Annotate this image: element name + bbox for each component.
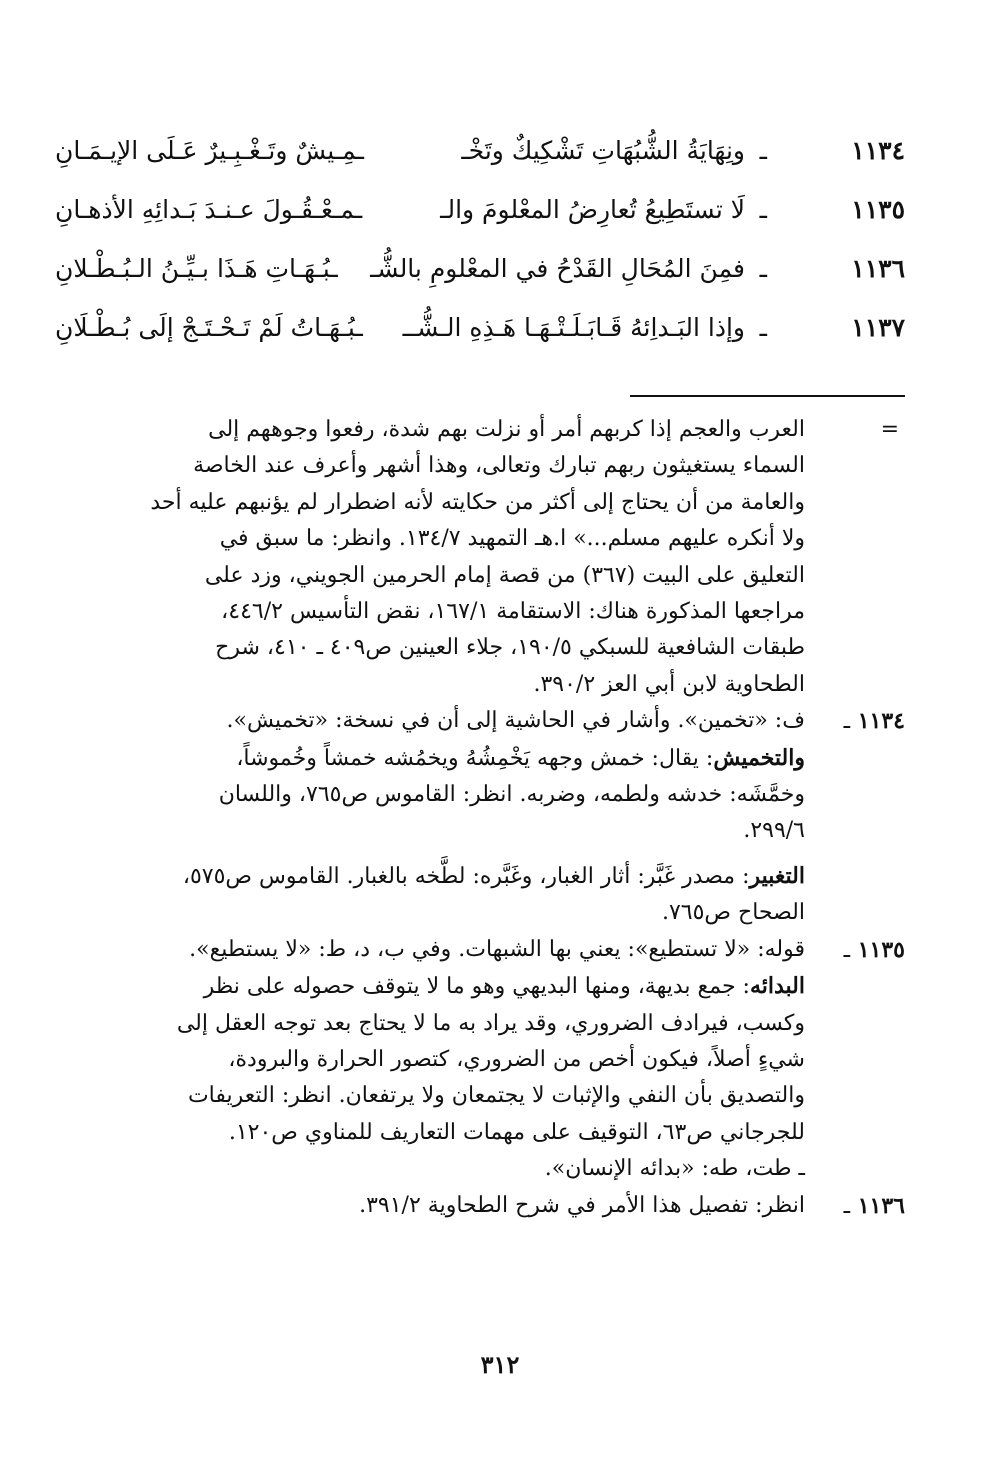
verse-1135	[55, 187, 905, 246]
footnote-separator-rule	[630, 395, 905, 397]
verse-dash: ـ	[759, 195, 767, 224]
verse-dash: ـ	[759, 313, 767, 342]
footnote-line: البدائه: جمع بديهة، ومنها البديهي وهو ما لا يتوقف حصوله على نظر	[203, 973, 805, 1000]
footnote-line: ـ طت، طه: «بدائه الإنسان».	[544, 1156, 805, 1182]
verse-dash: ـ	[759, 254, 767, 283]
verse-1134	[55, 128, 905, 187]
footnote-line: والتخميش: يقال: خمش وجهه يَخْمِشُهُ ويخمُشه خمشاً وخُموشاً،	[236, 744, 805, 771]
poem-verses	[55, 128, 905, 364]
footnote-continuation	[52, 412, 905, 703]
verse-number: ١١٣٤	[851, 136, 905, 165]
footnote-line: طبقات الشافعية للسبكي ١٩٠/٥، جلاء العينين ص٤٠٩ ـ ٤١٠، شرح	[215, 635, 805, 661]
footnote-line: وخمَّشَه: خدشه ولطمه، وضربه. انظر: القاموس ص٧٦٥، واللسان	[218, 782, 805, 808]
verse-second-hemistich: ـمـعْـقُـولَ عـنـدَ بَـدائِهِ الأذهـانِ	[55, 195, 363, 224]
footnote-line: ولا أنكره عليهم مسلم...» ا.هـ التمهيد ١٣٤/٧. وانظر: ما سبق في	[219, 526, 805, 552]
verse-number: ١١٣٦	[851, 254, 905, 283]
footnote-1134	[52, 703, 905, 931]
verse-first-hemistich: فمِنَ المُحَالِ القَدْحُ في المعْلومِ بالشُّـ	[370, 254, 745, 283]
footnote-line: مراجعها المذكورة هناك: الاستقامة ١٦٧/١، نقض التأسيس ٤٤٦/٢،	[221, 599, 805, 625]
verse-number: ١١٣٥	[851, 195, 905, 224]
page-number: ٣١٢	[480, 1350, 520, 1379]
footnote-line: العرب والعجم إذا كربهم أمر أو نزلت بهم شدة، رفعوا وجوههم إلى	[208, 417, 805, 442]
continuation-marker: =	[880, 417, 899, 442]
footnote-number: ١١٣٥ ـ	[843, 936, 905, 963]
verse-1137	[55, 305, 905, 364]
footnotes	[52, 412, 905, 1224]
footnote-line: وكسب، فيرادف الضروري، وقد يراد به ما لا يحتاج بعد توجه العقل إلى	[176, 1010, 805, 1036]
defined-term: البدائه	[749, 973, 805, 1000]
footnote-line: والتصديق بأن النفي والإثبات لا يجتمعان ولا يرتفعان. انظر: التعريفات	[187, 1083, 805, 1109]
footnote-line: للجرجاني ص٦٣، التوقيف على مهمات التعاريف للمناوي ص١٢٠.	[228, 1119, 805, 1145]
verse-second-hemistich: ـبُـهَـاتُ لَمْ تَـحْـتَـجْ إلَى بُـطْـلَانِ	[55, 313, 363, 342]
footnote-line: التعليق على البيت (٣٦٧) من قصة إمام الحرمين الجويني، وزد على	[204, 562, 805, 588]
verse-first-hemistich: وإذا البَـداِئهُ قَـابَـلَـتْـهَـا هَـذِهِ الـشُّــ	[402, 313, 745, 342]
verse-first-hemistich: ونِهَايَةُ الشُّبُهَاتِ تَشْكِيكٌ وتَخْـ	[461, 136, 745, 165]
footnote-1135	[52, 932, 905, 1188]
footnote-line: قوله: «لا تستطيع»: يعني بها الشبهات. وفي ب، د، ط: «لا يستطيع».	[189, 936, 805, 962]
footnote-line: السماء يستغيثون ربهم تبارك وتعالى، وهذا أشهر وأعرف عند الخاصة	[193, 453, 805, 479]
verse-first-hemistich: لَا تستَطِيعُ تُعارِضُ المعْلومَ والـ	[440, 195, 745, 224]
verse-second-hemistich: ـبُـهَـاتِ هَـذَا بـيِّـنُ الـبُـطْـلانِ	[55, 254, 338, 283]
defined-term: والتخميش	[713, 744, 805, 771]
footnote-line: والعامة من أن يحتاج إلى أكثر من حكايته لأنه اضطرار لم يؤنبهم عليه أحد	[150, 489, 805, 515]
verse-dash: ـ	[759, 136, 767, 165]
verse-number: ١١٣٧	[851, 313, 905, 342]
footnote-line: ف: «تخمين». وأشار في الحاشية إلى أن في نسخة: «تخميش».	[226, 708, 805, 734]
verse-1136	[55, 246, 905, 305]
footnote-line: انظر: تفصيل هذا الأمر في شرح الطحاوية ٣٩١/٢.	[359, 1192, 805, 1218]
footnote-number: ١١٣٤ ـ	[843, 708, 905, 735]
defined-term: التغبير	[749, 862, 805, 889]
footnote-line: شيءٍ أصلاً، فيكون أخص من الضروري، كتصور الحرارة والبرودة،	[228, 1046, 805, 1072]
footnote-1136	[52, 1188, 905, 1224]
footnote-line: ٢٩٩/٦.	[743, 818, 805, 844]
footnote-line: الصحاح ص٧٦٥.	[661, 900, 805, 926]
footnote-line: التغبير: مصدر غَبَّر: أثار الغبار، وغَبَّره: لطَّخه بالغبار. القاموس ص٥٧٥،	[182, 862, 805, 889]
footnote-number: ١١٣٦ ـ	[843, 1192, 905, 1219]
footnote-line: الطحاوية لابن أبي العز ٣٩٠/٢.	[533, 671, 805, 697]
verse-second-hemistich: ـمِـيشٌ وتَـغْـبِـيرٌ عَـلَى الإيـمَـانِ	[55, 136, 364, 165]
